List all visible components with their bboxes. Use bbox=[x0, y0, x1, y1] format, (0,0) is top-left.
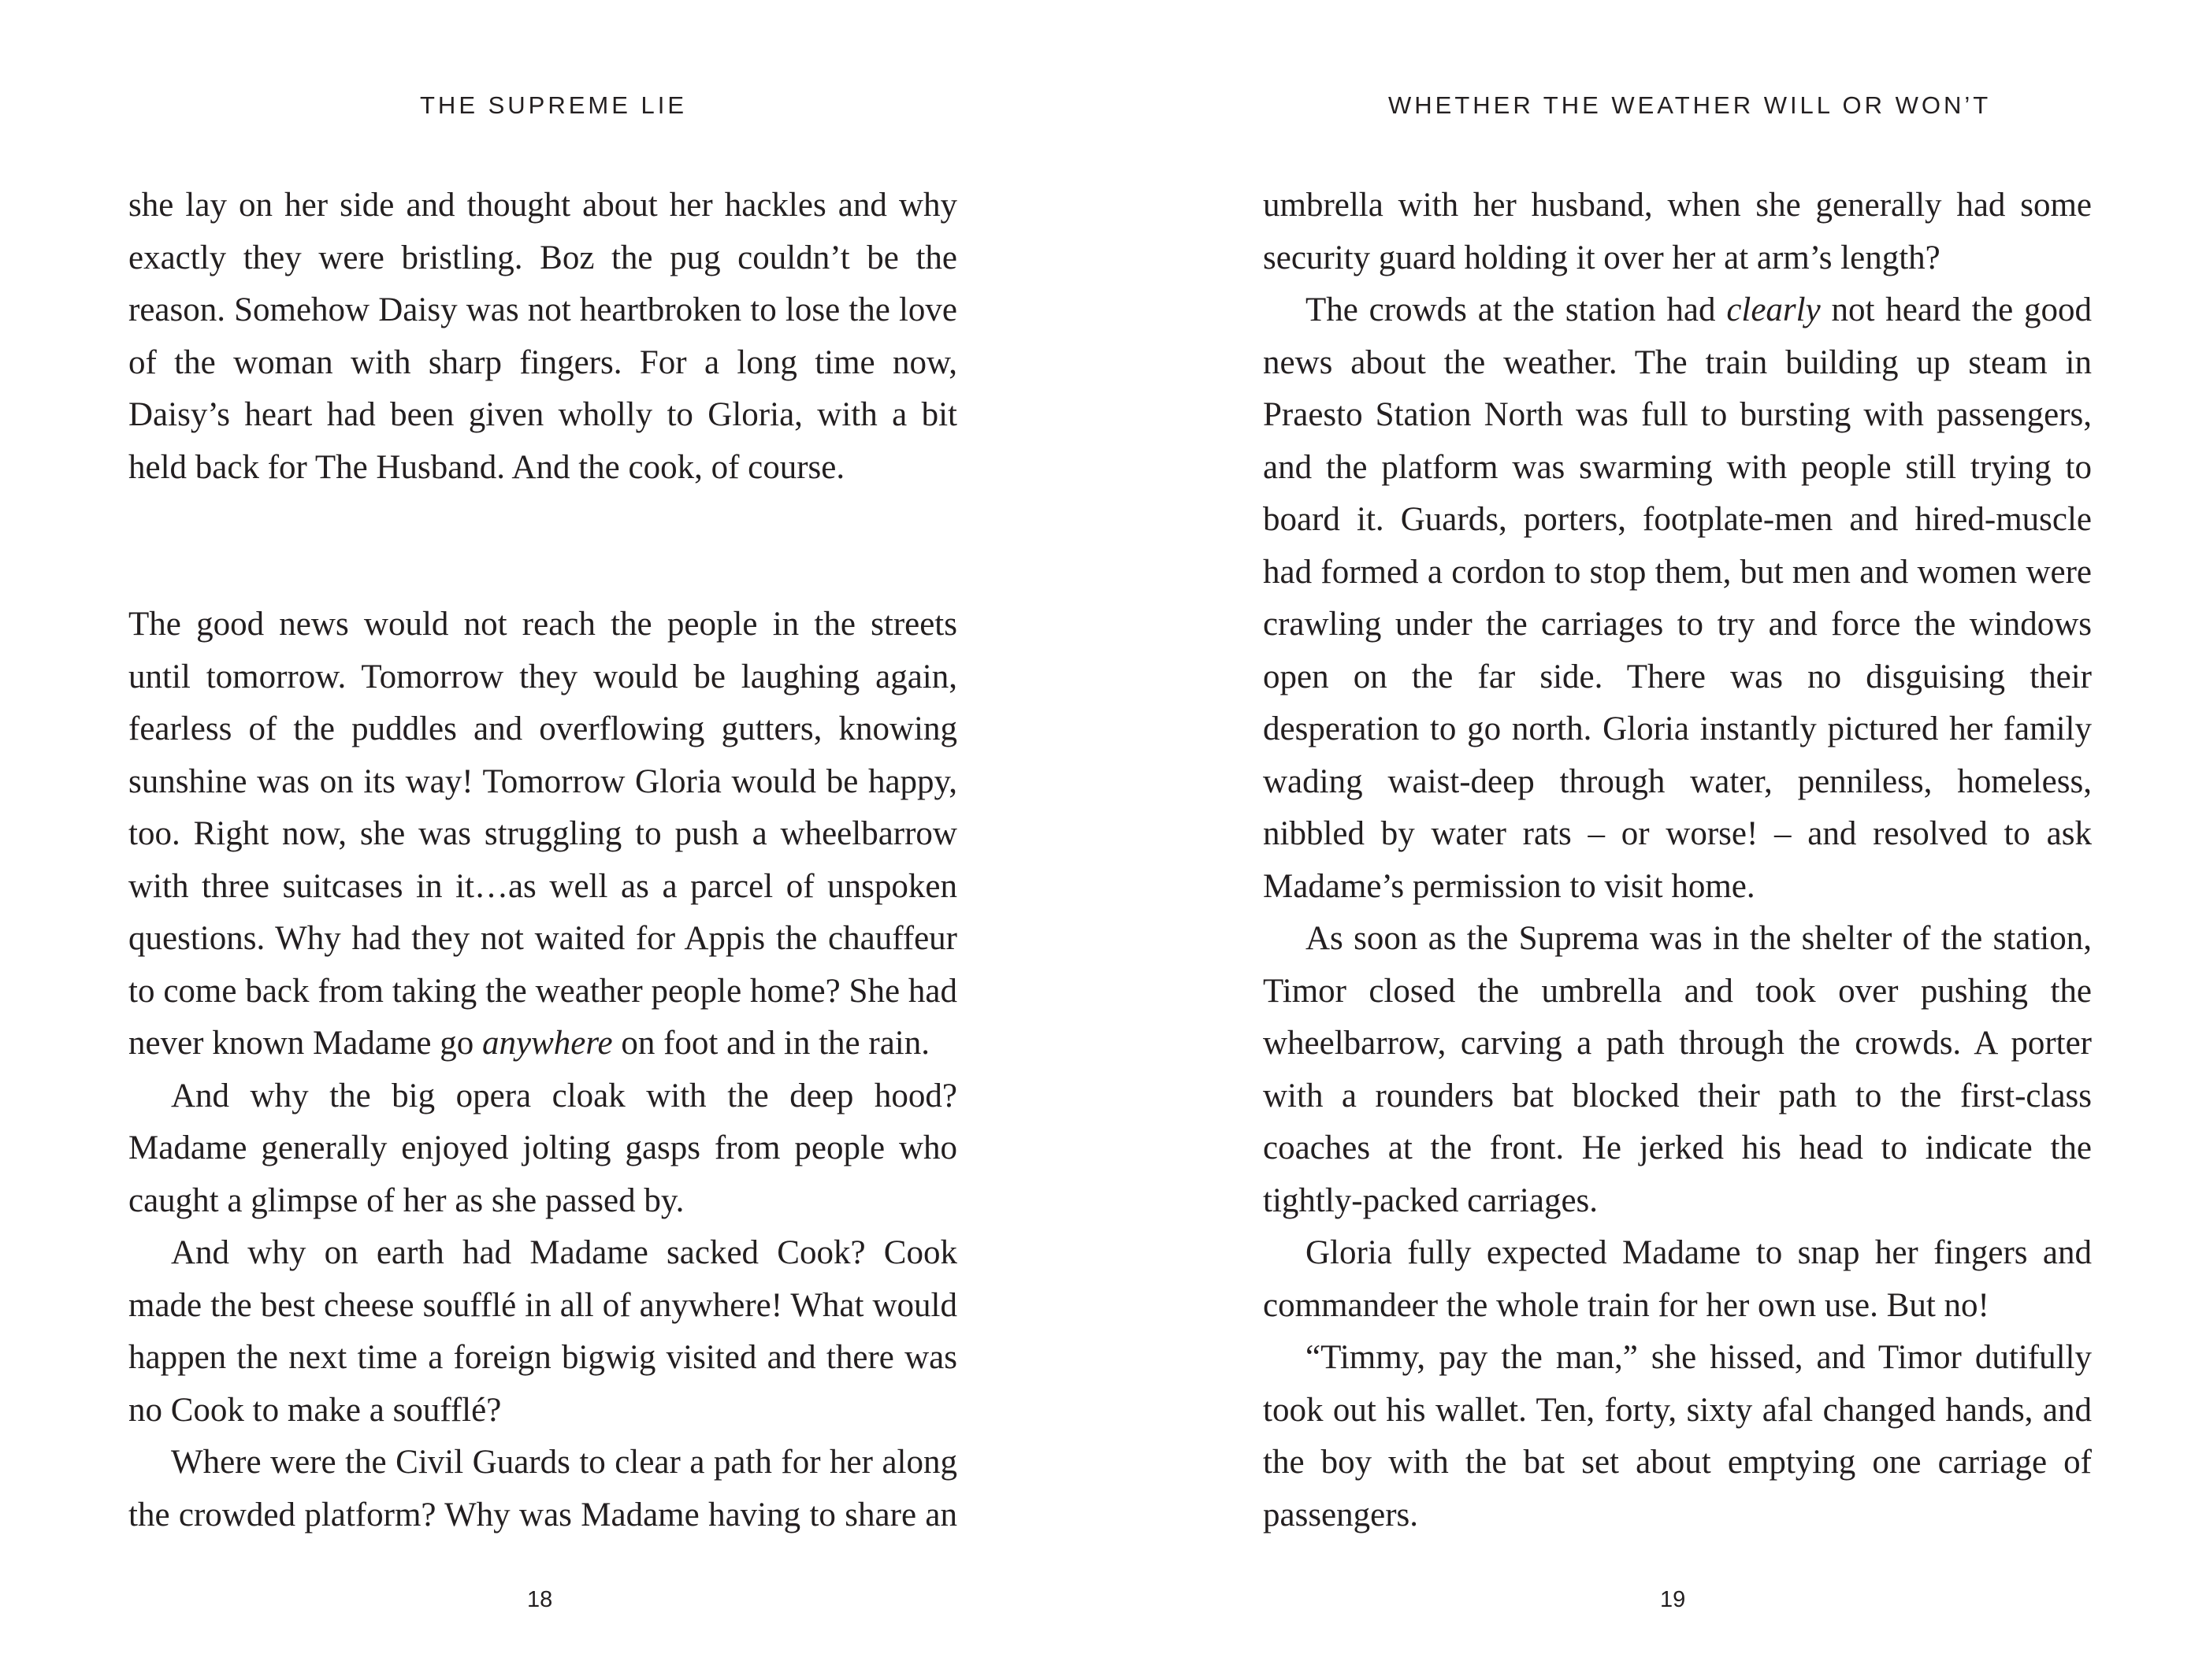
paragraph bbox=[128, 599, 957, 1070]
text-run: The good news would not reach the people in the streets until tomorrow. Tomorrow they would be laughing again, fearless of the puddles and overflowing gutters, knowing sunshine was on its way! Tomorrow Gloria would be happy, too. Right now, she was struggling to push a wheelbarrow with three suitcases in it…as well as a parcel of unspoken questions. Why had they not waited for Appis the chauffeur to come back from taking the weather people home? She had never known Madame go bbox=[128, 606, 957, 1062]
right-page bbox=[1103, 0, 2206, 1680]
paragraph: Gloria fully expected Madame to snap her fingers and commandeer the whole train for her own use. But no! bbox=[1263, 1234, 2092, 1324]
text-run: not heard the good news about the weather. The train building up steam in Praesto Station North was full to bursting with passengers, and the platform was swarming with people still trying to board it. Guards, porters, footplate-men and hired-muscle had formed a cordon to stop them, but men and women were crawling under the carriages to try and force the windows open on the far side. There was no disguising their desperation to go north. Gloria instantly pictured her family wading waist-deep through water, penniless, homeless, nibbled by water rats – or worse! – and resolved to ask Madame’s permission to visit home. bbox=[1263, 291, 2092, 905]
running-head-book-title: THE SUPREME LIE bbox=[420, 91, 688, 119]
running-head-chapter-title: WHETHER THE WEATHER WILL OR WON’T bbox=[1388, 91, 1992, 119]
text-run: on foot and in the rain. bbox=[612, 1025, 930, 1062]
paragraph: And why the big opera cloak with the deep hood? Madame generally enjoyed jolting gasps from people who caught a glimpse of her as she passed by. bbox=[128, 1077, 957, 1219]
left-text-block bbox=[128, 180, 957, 1541]
paragraph: As soon as the Suprema was in the shelter of the station, Timor closed the umbrella and took over pushing the wheelbarrow, carving a path through the crowds. A porter with a rounders bat blocked their path to the first-class coaches at the front. He jerked his head to indicate the tightly-packed carriages. bbox=[1263, 920, 2092, 1219]
italic-emphasis: clearly bbox=[1726, 291, 1821, 328]
page-number: 18 bbox=[527, 1587, 553, 1612]
text-run: The crowds at the station had bbox=[1305, 291, 1727, 328]
paragraph: umbrella with her husband, when she generally had some security guard holding it over her at arm’s length? bbox=[1263, 187, 2092, 276]
section-break bbox=[128, 494, 957, 599]
right-text-block bbox=[1263, 180, 2092, 1541]
italic-emphasis: anywhere bbox=[481, 1025, 613, 1062]
paragraph: And why on earth had Madame sacked Cook? Cook made the best cheese soufflé in all of anywhere! What would happen the next time a foreign bigwig visited and there was no Cook to make a soufflé? bbox=[128, 1234, 957, 1429]
paragraph: “Timmy, pay the man,” she hissed, and Timor dutifully took out his wallet. Ten, forty, sixty afal changed hands, and the boy with the bat set about emptying one carriage of passengers. bbox=[1263, 1339, 2092, 1534]
paragraph: Where were the Civil Guards to clear a path for her along the crowded platform? Why was Madame having to share an bbox=[128, 1444, 957, 1534]
paragraph bbox=[1263, 284, 2092, 913]
paragraph: she lay on her side and thought about her hackles and why exactly they were bristling. Boz the pug couldn’t be the reason. Somehow Daisy was not heartbroken to lose the love of the woman with sharp fingers. For a long time now, Daisy’s heart had been given wholly to Gloria, with a bit held back for The Husband. And the cook, of course. bbox=[128, 187, 957, 486]
page-number: 19 bbox=[1660, 1587, 1686, 1612]
